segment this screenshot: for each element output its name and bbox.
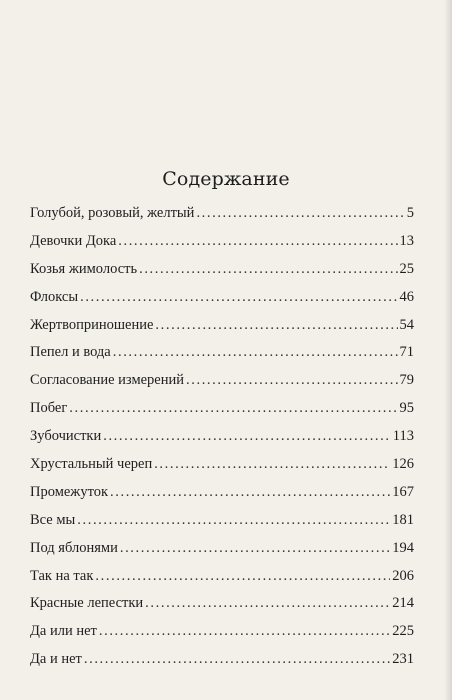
page-title: Содержание	[162, 168, 290, 190]
toc-entry	[30, 651, 414, 679]
toc-entry	[30, 484, 414, 512]
toc-entry-title: Пепел и вода	[30, 344, 111, 361]
toc-entry	[30, 512, 414, 540]
toc-entry-page: 25	[399, 260, 414, 277]
dot-leader	[84, 651, 390, 668]
toc-entry-title: Так на так	[30, 567, 94, 584]
toc-entry-page: 5	[406, 205, 414, 221]
toc-entry	[30, 233, 414, 261]
dot-leader	[103, 428, 391, 445]
toc-entry-title: Да или нет	[30, 623, 97, 640]
toc-entry-page: 79	[399, 372, 414, 389]
toc-entry-title: Все мы	[30, 511, 76, 528]
toc-entry-page: 214	[392, 595, 414, 612]
toc-entry	[30, 595, 414, 623]
toc-entry	[30, 623, 414, 651]
dot-leader	[99, 623, 390, 640]
table-of-contents	[30, 205, 414, 679]
toc-entry	[30, 317, 414, 345]
toc-entry-page: 126	[392, 456, 414, 473]
toc-entry-page: 231	[392, 651, 414, 668]
toc-entry-page: 181	[392, 511, 414, 528]
dot-leader	[77, 512, 390, 529]
dot-leader	[145, 595, 390, 612]
toc-entry-title: Красные лепестки	[30, 595, 144, 612]
toc-entry	[30, 344, 414, 372]
dot-leader	[69, 400, 397, 417]
page-edge-shadow	[444, 0, 452, 700]
toc-entry-title: Под яблонями	[30, 539, 118, 556]
toc-entry	[30, 205, 414, 233]
toc-entry	[30, 568, 414, 596]
toc-entry-page: 71	[399, 344, 414, 361]
toc-entry-title: Флоксы	[30, 288, 79, 305]
dot-leader	[186, 372, 397, 389]
toc-entry-title: Промежуток	[30, 483, 109, 500]
toc-entry-page: 95	[399, 400, 414, 417]
toc-entry	[30, 400, 414, 428]
toc-entry-page: 13	[399, 232, 414, 249]
toc-entry-title: Зубочистки	[30, 428, 102, 445]
toc-entry	[30, 372, 414, 400]
dot-leader	[155, 317, 397, 334]
toc-entry-page: 46	[399, 288, 414, 305]
toc-entry	[30, 540, 414, 568]
toc-entry	[30, 428, 414, 456]
toc-entry-page: 167	[392, 483, 414, 500]
toc-entry	[30, 289, 414, 317]
dot-leader	[95, 568, 390, 585]
toc-entry-title: Побег	[30, 400, 68, 417]
toc-entry-page: 194	[392, 539, 414, 556]
toc-entry	[30, 456, 414, 484]
toc-entry-title: Девочки Дока	[30, 232, 117, 249]
dot-leader	[80, 289, 397, 306]
toc-entry-title: Жертвоприношение	[30, 316, 154, 333]
dot-leader	[120, 540, 390, 557]
toc-entry-page: 206	[392, 567, 414, 584]
toc-entry-title: Голубой, розовый, желтый	[30, 205, 195, 221]
toc-entry-page: 225	[392, 623, 414, 640]
toc-entry-page: 54	[399, 316, 414, 333]
dot-leader	[118, 233, 397, 250]
toc-entry-page: 113	[392, 428, 414, 445]
dot-leader	[110, 484, 390, 501]
toc-entry-title: Да и нет	[30, 651, 82, 668]
dot-leader	[139, 261, 397, 278]
dot-leader	[154, 456, 390, 473]
toc-entry-title: Хрустальный череп	[30, 456, 153, 473]
toc-entry	[30, 261, 414, 289]
dot-leader	[196, 205, 404, 222]
dot-leader	[113, 344, 398, 361]
toc-entry-title: Козья жимолость	[30, 260, 138, 277]
toc-entry-title: Согласование измерений	[30, 372, 185, 389]
